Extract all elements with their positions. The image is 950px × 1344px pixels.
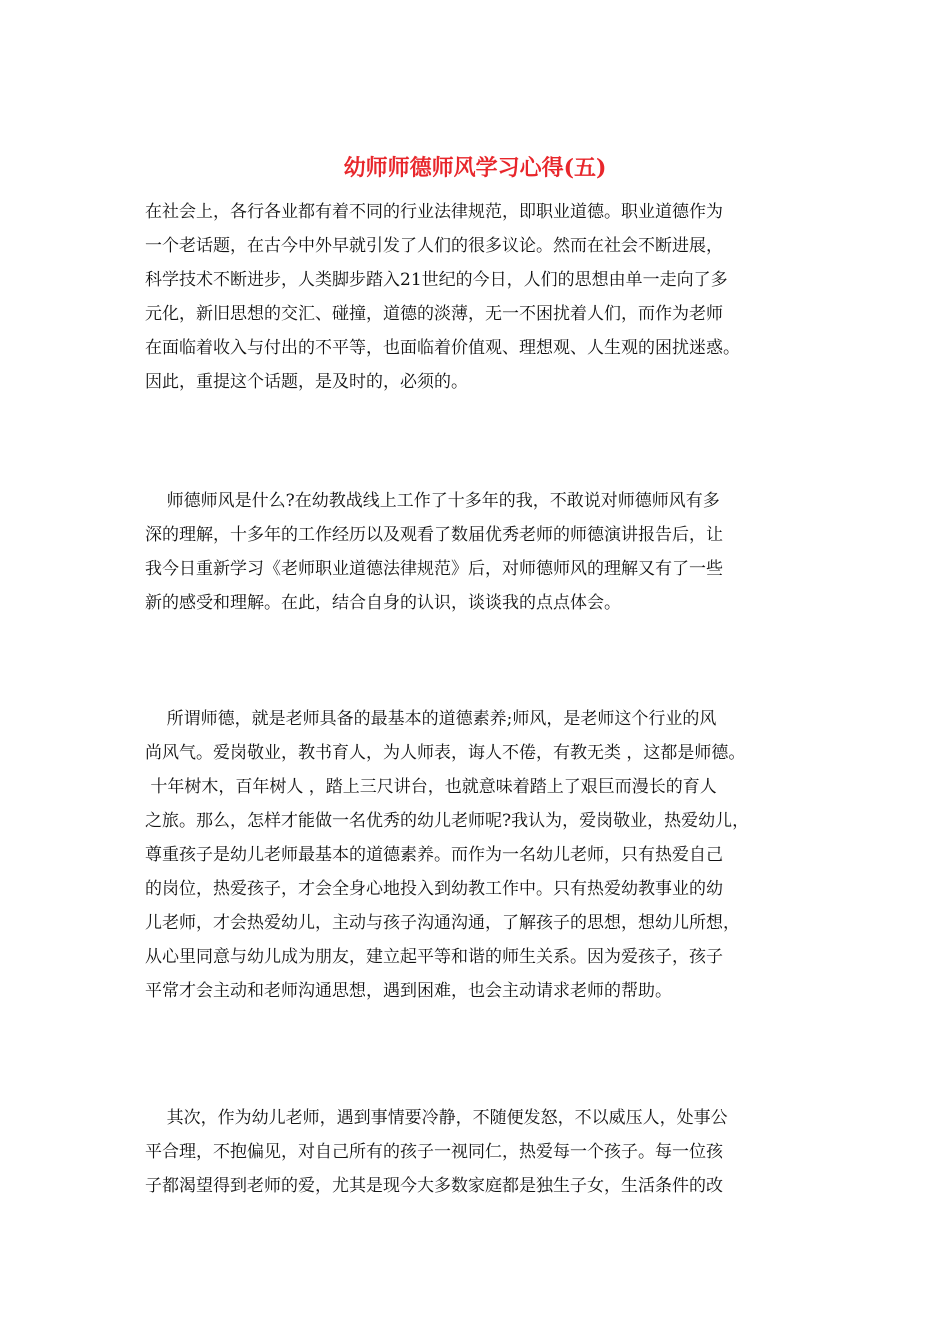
text-line: 元化，新旧思想的交汇、碰撞，道德的淡薄，无一不困扰着人们，而作为老师 xyxy=(145,304,723,324)
text-line: 所谓师德，就是老师具备的最基本的道德素养;师风，是老师这个行业的风 xyxy=(145,709,717,729)
text-line: 平常才会主动和老师沟通思想，遇到困难，也会主动请求老师的帮助。 xyxy=(145,981,672,1001)
paragraph-4 xyxy=(145,1101,825,1203)
text-line: 子都渴望得到老师的爱，尤其是现今大多数家庭都是独生子女，生活条件的改 xyxy=(145,1176,723,1196)
paragraph-1 xyxy=(145,195,825,399)
text-line: 其次，作为幼儿老师，遇到事情要冷静，不随便发怒，不以威压人，处事公 xyxy=(145,1108,728,1128)
text-line: 尚风气。爱岗敬业，教书育人，为人师表，诲人不倦，有教无类 ，这都是师德。 xyxy=(145,743,746,763)
text-line: 师德师风是什么?在幼教战线上工作了十多年的我，不敢说对师德师风有多 xyxy=(145,491,720,511)
paragraph-3 xyxy=(145,702,825,1008)
paragraph-2 xyxy=(145,484,825,620)
text-line: 科学技术不断进步，人类脚步踏入21世纪的今日，人们的思想由单一走向了多 xyxy=(145,270,728,290)
text-line: 深的理解，十多年的工作经历以及观看了数届优秀老师的师德演讲报告后，让 xyxy=(145,525,723,545)
text-line: 平合理，不抱偏见，对自己所有的孩子一视同仁，热爱每一个孩子。每一位孩 xyxy=(145,1142,723,1162)
text-line: 十年树木，百年树人 ，踏上三尺讲台，也就意味着踏上了艰巨而漫长的育人 xyxy=(145,777,717,797)
text-line: 新的感受和理解。在此，结合自身的认识，谈谈我的点点体会。 xyxy=(145,593,621,613)
text-line: 尊重孩子是幼儿老师最基本的道德素养。而作为一名幼儿老师，只有热爱自己 xyxy=(145,845,723,865)
text-line: 的岗位，热爱孩子，才会全身心地投入到幼教工作中。只有热爱幼教事业的幼 xyxy=(145,879,723,899)
text-line: 一个老话题，在古今中外早就引发了人们的很多议论。然而在社会不断进展， xyxy=(145,236,723,256)
text-line: 儿老师，才会热爱幼儿，主动与孩子沟通沟通，了解孩子的思想，想幼儿所想， xyxy=(145,913,740,933)
text-line: 在社会上，各行各业都有着不同的行业法律规范，即职业道德。职业道德作为 xyxy=(145,202,723,222)
text-line: 在面临着收入与付出的不平等，也面临着价值观、理想观、人生观的困扰迷惑。 xyxy=(145,338,740,358)
text-line: 之旅。那么，怎样才能做一名优秀的幼儿老师呢?我认为，爱岗敬业，热爱幼儿， xyxy=(145,811,750,831)
text-line: 我今日重新学习《老师职业道德法律规范》后，对师德师风的理解又有了一些 xyxy=(145,559,723,579)
text-line: 因此，重提这个话题，是及时的，必须的。 xyxy=(145,372,468,392)
document-title: 幼师师德师风学习心得(五) xyxy=(343,155,607,181)
text-line: 从心里同意与幼儿成为朋友，建立起平等和谐的师生关系。因为爱孩子，孩子 xyxy=(145,947,723,967)
